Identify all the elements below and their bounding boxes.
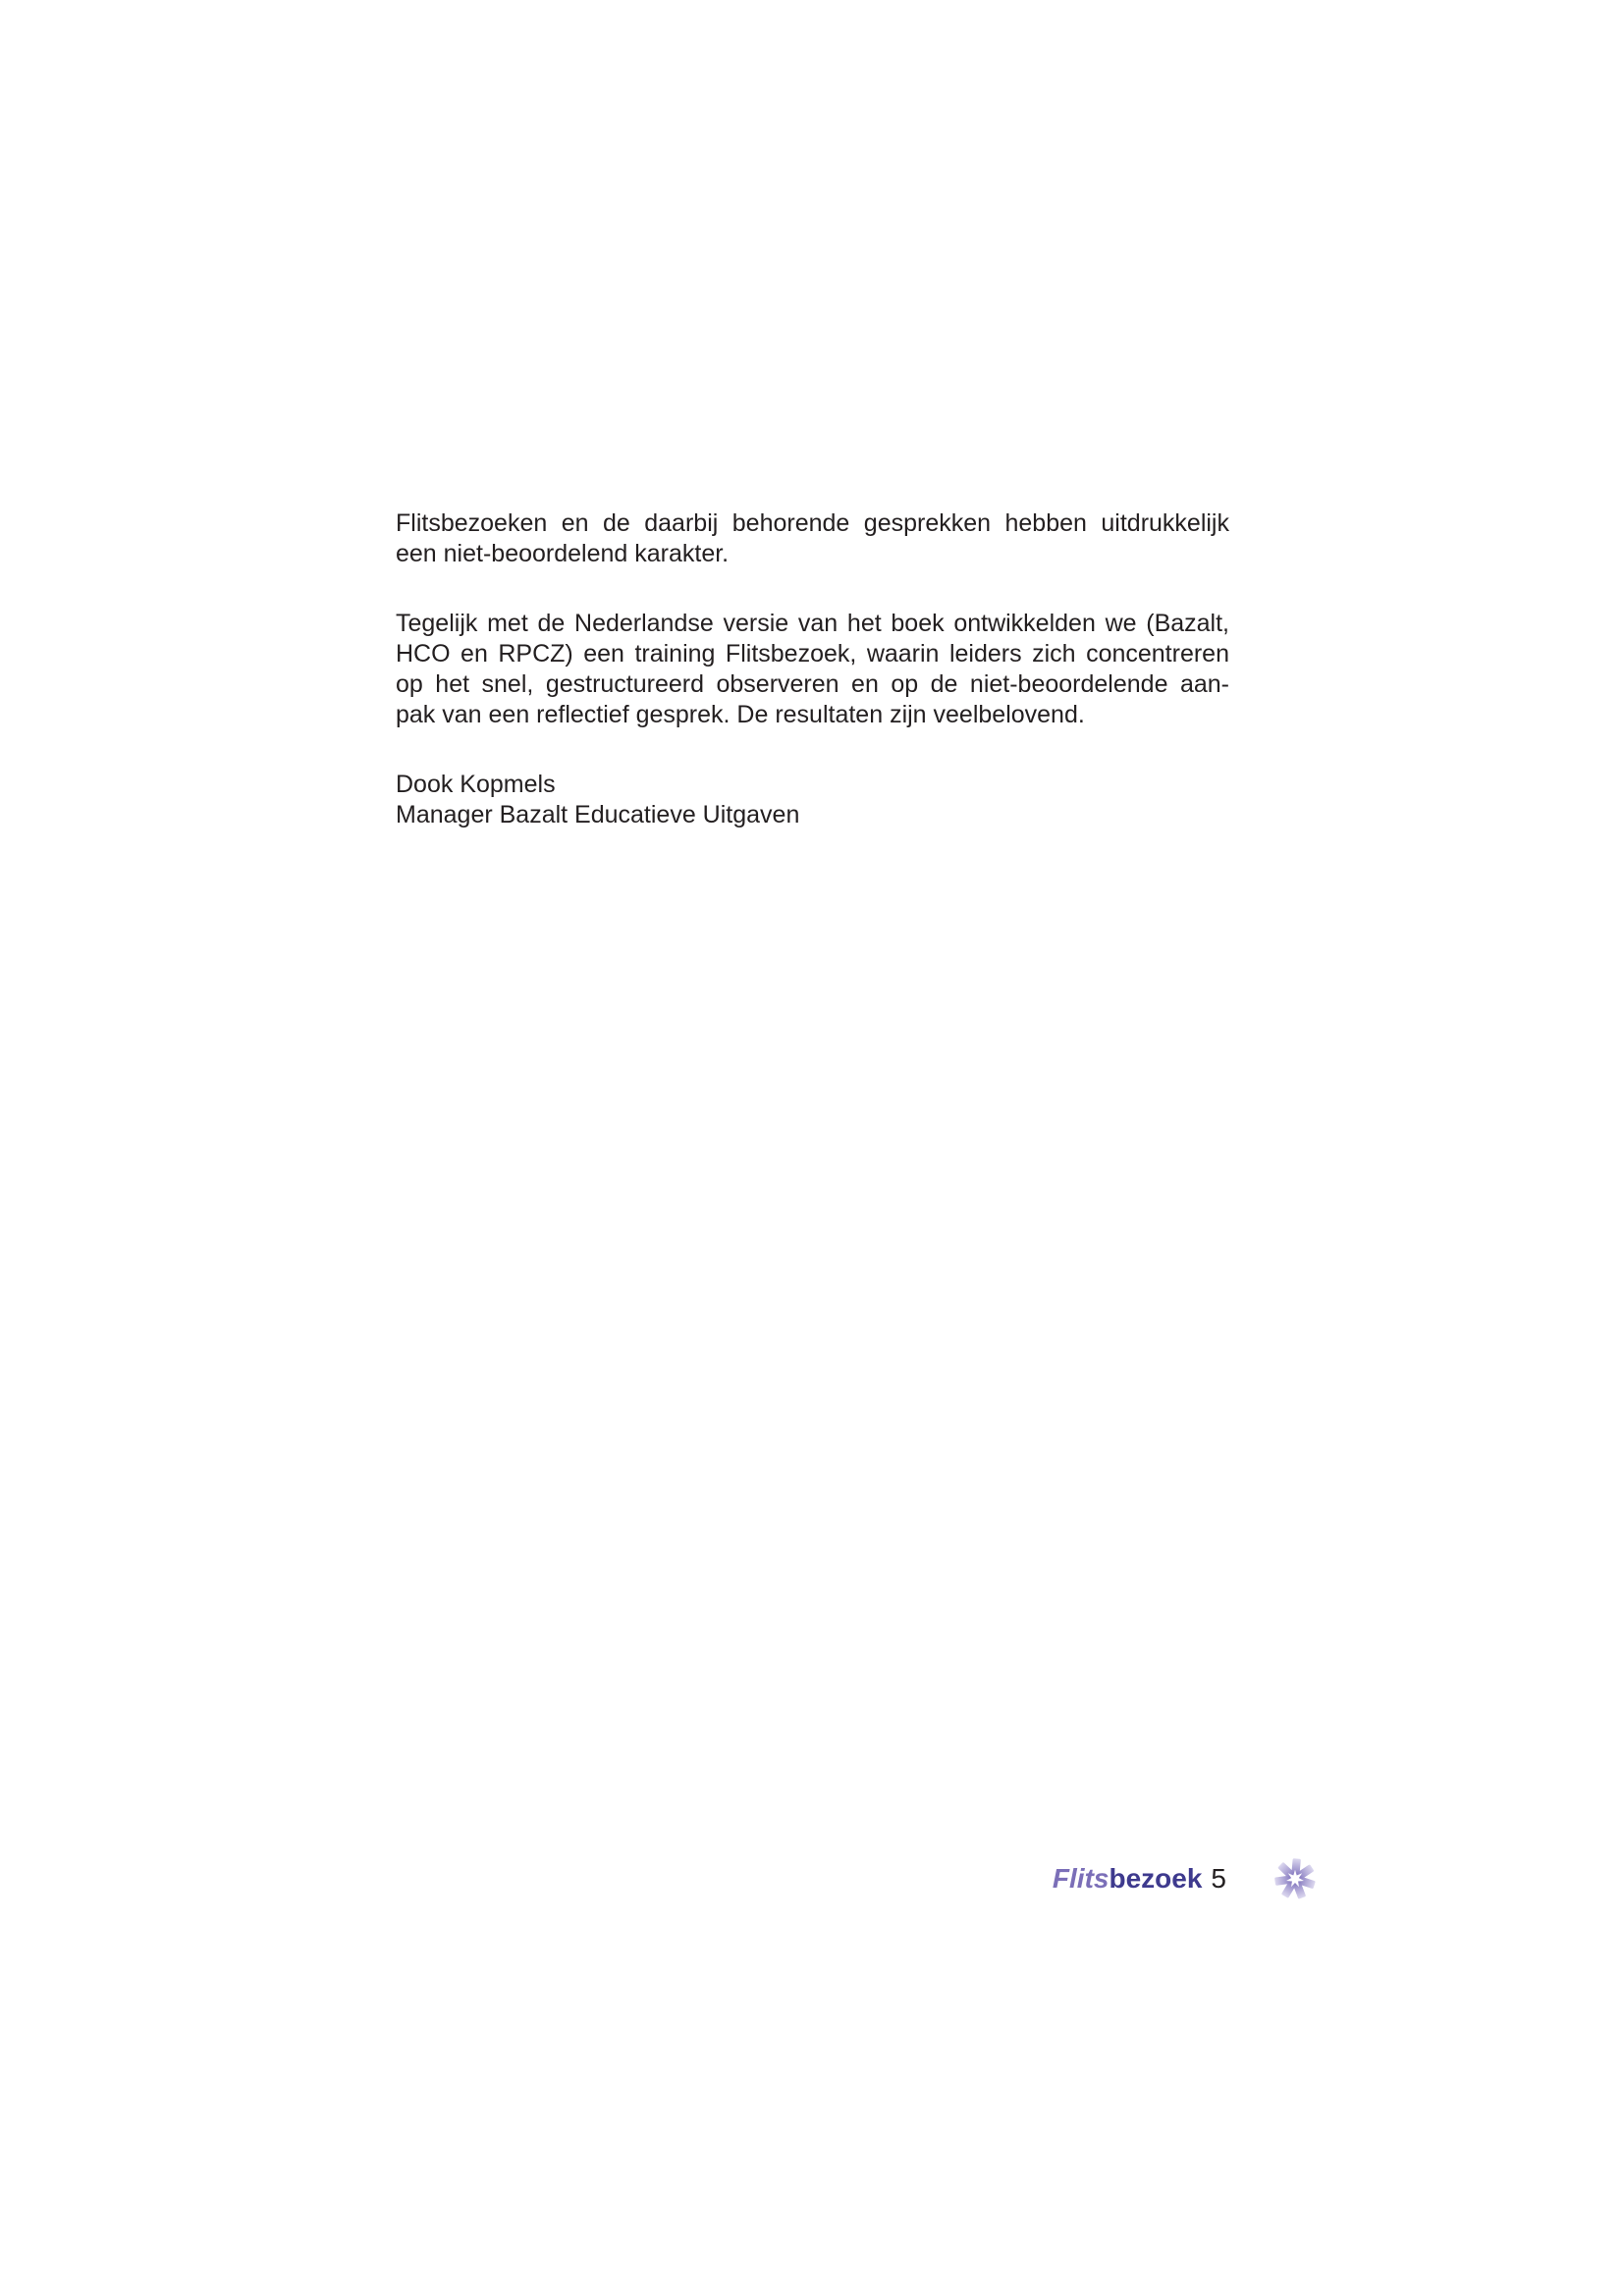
brand-bezoek-label: bezoek bbox=[1109, 1863, 1203, 1894]
text-line: Flitsbezoeken en de daarbij behorende gesprekken hebben uitdrukkelijk bbox=[396, 509, 1229, 537]
paragraph bbox=[396, 609, 1229, 730]
signature-name: Dook Kopmels bbox=[396, 771, 556, 798]
paragraph bbox=[396, 508, 1229, 569]
brand-flits-label: Flits bbox=[1052, 1863, 1110, 1894]
text-line: pak van een reflectief gesprek. De resultaten zijn veelbelovend. bbox=[396, 701, 1085, 728]
text-line: een niet-beoordelend karakter. bbox=[396, 540, 730, 567]
body-text bbox=[396, 508, 1229, 870]
page-number: 5 bbox=[1211, 1863, 1226, 1894]
signature-title: Manager Bazalt Educatieve Uitgaven bbox=[396, 801, 800, 828]
text-line: op het snel, gestructureerd observeren en op de niet-beoordelende aan- bbox=[396, 670, 1229, 698]
flower-icon bbox=[1273, 1857, 1317, 1900]
text-line: Tegelijk met de Nederlandse versie van het boek ontwikkelden we (Bazalt, bbox=[396, 610, 1229, 637]
page-footer bbox=[396, 1856, 1317, 1901]
brand-flitsbezoek bbox=[1053, 1856, 1226, 1901]
text-line: HCO en RPCZ) een training Flitsbezoek, waarin leiders zich concentreren bbox=[396, 640, 1229, 667]
signature-block bbox=[396, 770, 1229, 830]
